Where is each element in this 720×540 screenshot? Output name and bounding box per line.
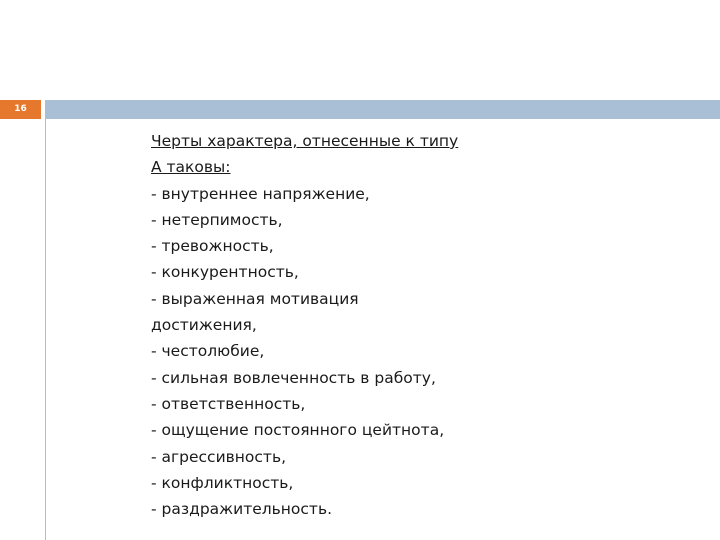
list-item: - сильная вовлеченность в работу, [151,368,436,387]
list-item: - ответственность, [151,394,306,413]
list-item: - тревожность, [151,237,274,256]
slide-number: 16 [0,100,41,119]
list-item: достижения, [151,316,257,335]
list-item: - честолюбие, [151,342,265,361]
slide-content [151,128,671,522]
list-item: - нетерпимость, [151,210,283,229]
heading-line-2: А таковы: [151,158,231,177]
list-item: - ощущение постоянного цейтнота, [151,421,445,440]
left-divider-line [45,119,46,540]
heading-line-1: Черты характера, отнесенные к типу [151,132,459,150]
list-item: - раздражительность. [151,500,333,519]
list-item: - конкурентность, [151,263,299,282]
header-bar [45,100,720,119]
list-item: - внутреннее напряжение, [151,184,370,203]
list-item: - конфликтность, [151,473,294,492]
list-item: - выраженная мотивация [151,289,359,308]
list-item: - агрессивность, [151,447,287,466]
